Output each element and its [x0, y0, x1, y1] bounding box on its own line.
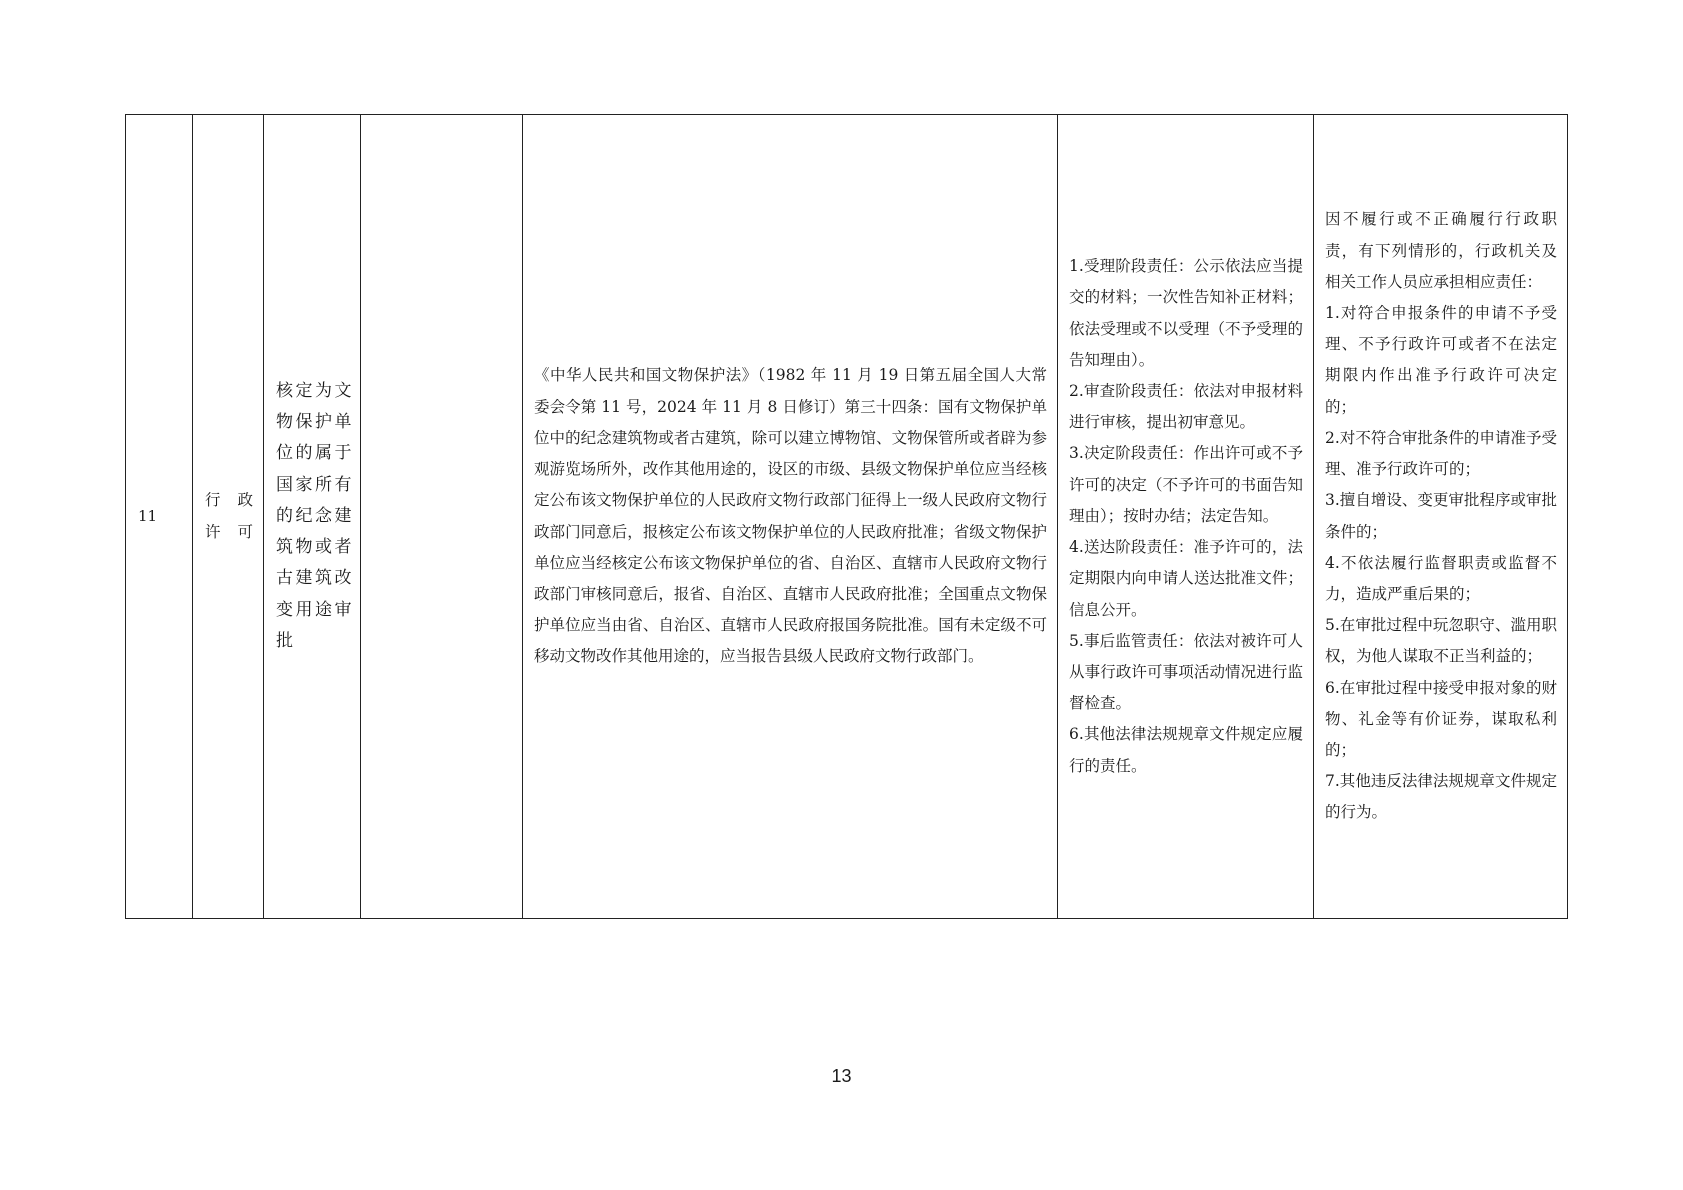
legal-basis: 《中华人民共和国文物保护法》（1982 年 11 月 19 日第五届全国人大常委会令第 11 号，2024 年 11 月 8 日修订）第三十四条：国有文物保护单位中的纪念建筑物或者古建筑，除可以建立博物馆、文物保管所或者辟为参观游览场所外，改作其他用途的，设区的市级、县级文物保护单位应当经核定公布该文物保护单位的人民政府文物行政部门征得上一级人民政府文物行政部门同意后，报核定公布该文物保护单位的人民政府批准；省级文物保护单位应当经核定公布该文物保护单位的省、自治区、直辖市人民政府文物行政部门审核同意后，报省、自治区、直辖市人民政府批准；全国重点文物保护单位应当由省、自治区、直辖市人民政府报国务院批准。国有未定级不可移动文物改作其他用途的，应当报告县级人民政府文物行政部门。	[534, 366, 1047, 666]
accountability-intro: 因不履行或不正确履行行政职责，有下列情形的，行政机关及相关工作人员应承担相应责任：	[1325, 210, 1557, 291]
page-number: 13	[831, 1066, 852, 1086]
accountability-cell	[1314, 115, 1568, 919]
accountability-item: 7.其他违反法律法规规章文件规定的行为。	[1325, 772, 1557, 822]
table-row	[126, 115, 1568, 919]
accountability-item: 2.对不符合审批条件的申请准予受理、准予行政许可的；	[1325, 428, 1557, 479]
item-type-line: 许可	[205, 522, 253, 541]
accountability-item: 6.在审批过程中接受申报对象的财物、礼金等有价证券，谋取私利的；	[1325, 678, 1557, 759]
responsibility-list	[1058, 251, 1313, 781]
item-name: 核定为文物保护单位的属于国家所有的纪念建筑物或者古建筑改变用途审批	[276, 381, 352, 651]
legal-basis-cell	[523, 115, 1058, 919]
accountability-item: 3.擅自增设、变更审批程序或审批条件的；	[1325, 491, 1557, 541]
responsibility-item: 5.事后监管责任：依法对被许可人从事行政许可事项活动情况进行监督检查。	[1069, 631, 1303, 713]
responsibility-item: 6.其他法律法规规章文件规定应履行的责任。	[1069, 725, 1303, 775]
responsibilities-cell	[1058, 115, 1314, 919]
responsibility-item: 2.审查阶段责任：依法对申报材料进行审核，提出初审意见。	[1069, 382, 1303, 432]
accountability-list	[1314, 204, 1567, 828]
item-number: 11	[126, 115, 193, 919]
item-type	[193, 485, 263, 547]
item-name-cell	[264, 115, 361, 919]
accountability-item: 5.在审批过程中玩忽职守、滥用职权，为他人谋取不正当利益的；	[1325, 616, 1557, 666]
responsibility-item: 4.送达阶段责任：准予许可的，法定期限内向申请人送达批准文件；信息公开。	[1069, 538, 1303, 619]
item-type-line: 行 政	[205, 491, 253, 510]
item-type-cell	[193, 115, 264, 919]
accountability-item: 1.对符合申报条件的申请不予受理、不予行政许可或者不在法定期限内作出准予行政许可决定的；	[1325, 304, 1557, 416]
sub-item-cell	[361, 115, 523, 919]
accountability-item: 4.不依法履行监督职责或监督不力，造成严重后果的；	[1325, 553, 1557, 603]
responsibility-item: 3.决定阶段责任：作出许可或不予许可的决定（不予许可的书面告知理由）；按时办结；法定告知。	[1069, 444, 1303, 525]
responsibility-item: 1.受理阶段责任：公示依法应当提交的材料；一次性告知补正材料；依法受理或不以受理（不予受理的告知理由）。	[1069, 257, 1303, 369]
responsibility-table	[125, 114, 1568, 919]
